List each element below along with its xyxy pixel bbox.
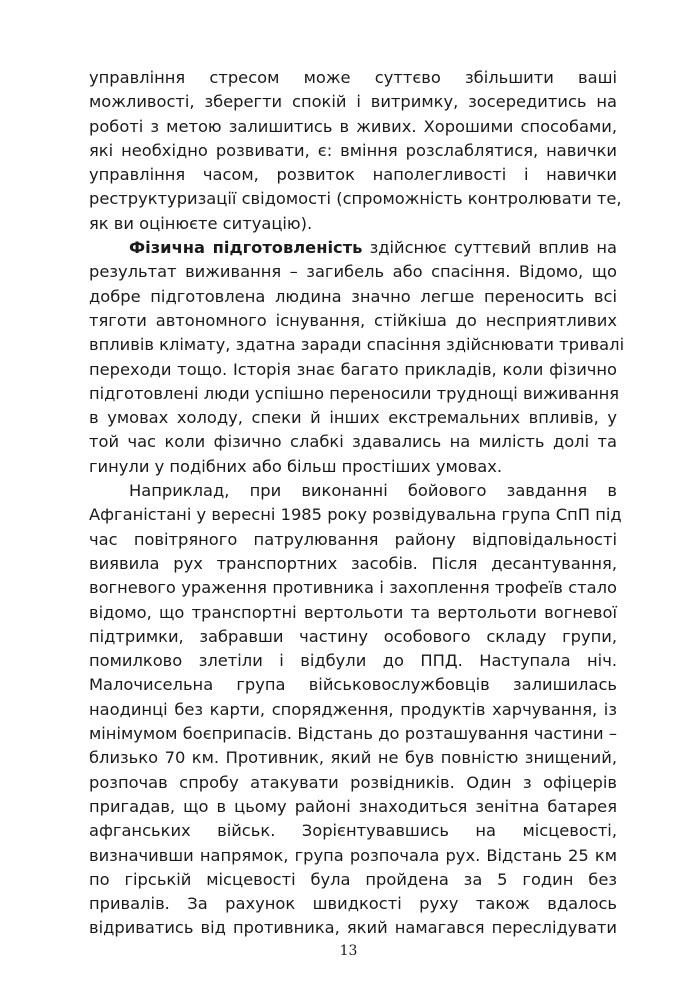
text-line: добре підготовлена людина значно легше переносить всі [89,286,617,306]
text-line: роботі з метою залишитись в живих. Хорошими способами, [89,116,617,136]
text-line: реструктуризації свідомості (спроможність контролювати те, [89,189,622,209]
text-line: які необхідно розвивати, є: вміння розслаблятися, навички [89,140,617,160]
text-line: Афганістані у вересні 1985 року розвідувальна група СпП під [89,505,622,525]
text-line: підтримки, забравши частину особового складу групи, [89,626,617,646]
text-line: можливості, зберегти спокій і витримку, зосередитись на [89,92,617,112]
text-line: результат виживання – загибель або спасіння. Відомо, що [89,262,617,282]
text-line: підготовлені люди успішно переносили труднощі виживання [89,383,620,403]
text-line: привалів. За рахунок швидкості руху також вдалось [89,894,617,914]
text-line: афганських військ. Зорієнтувавшись на місцевості, [89,821,617,841]
text-line: впливів клімату, здатна заради спасіння здійснювати тривалі [89,335,625,355]
paragraph-first-line [89,236,617,260]
paragraph-stress-management [89,66,622,236]
text-line: наодинці без карти, спорядження, продуктів харчування, із [89,699,617,719]
text-line: час повітряного патрулювання району відповідальності [89,529,617,549]
first-line-text: здійснює суттєвий вплив на [362,238,618,258]
text-line: мінімумом боєприпасів. Відстань до розташування частини – [89,724,617,744]
text-line: помилково злетіли і відбули до ППД. Наступала ніч. [89,651,617,671]
text-line: пригадав, що в цьому районі знаходиться зенітна батарея [89,796,617,816]
text-line: як ви оцінюєте ситуацію). [89,213,313,233]
text-line: відомо, що транспортні вертольоти та вертольоти вогневої [89,602,617,622]
text-line: вогневого ураження противника і захоплення трофеїв стало [89,578,617,598]
paragraph-physical-fitness [89,236,625,479]
text-line: гинули у подібних або більш простіших умовах. [89,456,503,476]
bold-term: Фізична підготовленість [129,238,363,258]
text-line: тяготи автономного існування, стійкіша до несприятливих [89,310,617,330]
text-line: відриватись від противника, який намагався переслідувати [89,918,617,938]
paragraph-afghanistan-example [89,479,622,941]
text-line: управління часом, розвиток наполегливості і навички [89,165,617,185]
text-line: близько 70 км. Противник, який не був повністю знищений, [89,748,617,768]
text-line: Наприклад, при виконанні бойового завдання в [129,481,617,501]
text-line: Малочисельна група військовослужбовців залишилась [89,675,617,695]
text-line: в умовах холоду, спеки й інших екстремальних впливів, у [89,408,617,428]
text-line: розпочав спробу атакувати розвідників. Один з офіцерів [89,772,617,792]
text-line: визначивши напрямок, група розпочала рух. Відстань 25 км [89,845,617,865]
text-line: той час коли фізично слабкі здавались на милість долі та [89,432,617,452]
body-text [89,66,625,941]
text-line: виявила рух транспортних засобів. Після десантування, [89,553,617,573]
text-line: переходи тощо. Історія знає багато прикладів, коли фізично [89,359,617,379]
text-line: по гірській місцевості була пройдена за 5 годин без [89,869,617,889]
page-number: 13 [339,943,358,959]
text-line: управління стресом може суттєво збільшити ваші [89,68,617,87]
